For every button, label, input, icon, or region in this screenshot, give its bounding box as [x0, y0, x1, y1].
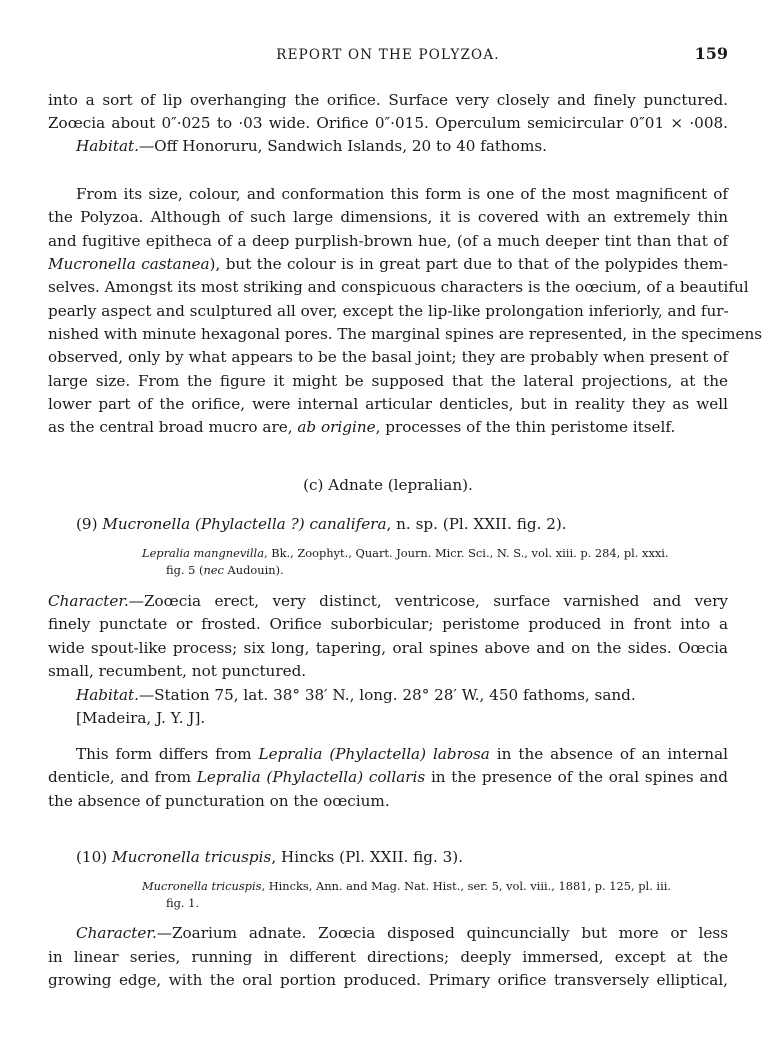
running-title: REPORT ON THE POLYZOA. [276, 47, 500, 63]
section-heading: (c) Adnate (lepralian). [303, 476, 473, 494]
synonymy-line: fig. 5 (nec Audouin). [166, 563, 284, 577]
synonymy-line: Mucronella tricuspis, Hincks, Ann. and Mag. Nat. Hist., ser. 5, vol. viii., 1881, p. 125, pl. iii. [142, 879, 671, 893]
character-line: wide spout-like process; six long, tapering, oral spines above and on the sides. Oœcia [48, 639, 728, 657]
species-heading: (9) Mucronella (Phylactella ?) canalifera, n. sp. (Pl. XXII. fig. 2). [76, 515, 567, 533]
subgenus-name: (Phylactella ?) canalifera [194, 515, 387, 533]
genus-name: Mucronella [102, 515, 191, 533]
paragraph-line: the Polyzoa. Although of such large dimensions, it is covered with an extremely thin [48, 208, 728, 226]
paragraph-line: lower part of the orifice, were internal articular denticles, but in reality they as well [48, 395, 728, 413]
latin-phrase: ab origine [297, 418, 376, 436]
character-line: growing edge, with the oral portion produced. Primary orifice transversely elliptical, [48, 971, 728, 989]
paragraph-line: pearly aspect and sculptured all over, except the lip-like prolongation inferiorly, and fur- [48, 302, 729, 320]
synonymy-line: fig. 1. [166, 896, 199, 910]
habitat-line [76, 135, 728, 157]
page-number: 159 [694, 44, 728, 63]
page-header [48, 44, 728, 68]
character-line: Character.—Zoœcia erect, very distinct, ventricose, surface varnished and very [48, 592, 728, 610]
paragraph-line: Mucronella castanea), but the colour is in great part due to that of the polypides them- [48, 255, 728, 273]
habitat-label: Habitat. [76, 686, 139, 704]
paragraph-line: From its size, colour, and conformation this form is one of the most magnificent of [76, 185, 728, 203]
character-line: Character.—Zoarium adnate. Zoœcia disposed quincuncially but more or less [76, 924, 728, 942]
species-name: Mucronella castanea [48, 255, 210, 273]
paragraph-line: selves. Amongst its most striking and conspicuous characters is the oœcium, of a beautiful [48, 278, 749, 296]
synonymy-line: Lepralia mangnevilla, Bk., Zoophyt., Quart. Journ. Micr. Sci., N. S., vol. xiii. p. 284, pl. xxxi. [142, 546, 669, 560]
paragraph-line: the absence of puncturation on the oœcium. [48, 792, 390, 810]
text-line: Zoœcia about 0″·025 to ·03 wide. Orifice 0″·015. Operculum semicircular 0″01 × ·008. [48, 114, 728, 132]
paragraph-line: This form differs from Lepralia (Phylactella) labrosa in the absence of an internal [76, 745, 729, 763]
text-line: into a sort of lip overhanging the orifice. Surface very closely and finely punctured. [48, 91, 728, 109]
paragraph-line: large size. From the figure it might be supposed that the lateral projections, at the [48, 372, 728, 390]
synonym-name: Lepralia mangnevilla [142, 546, 264, 560]
paragraph-line: and fugitive epitheca of a deep purplish-brown hue, (of a much deeper tint than that of [48, 232, 728, 250]
species-heading: (10) Mucronella tricuspis, Hincks (Pl. XXII. fig. 3). [76, 848, 464, 866]
character-line: finely punctate or frosted. Orifice suborbicular; peristome produced in front into a [48, 615, 728, 633]
paragraph-line: denticle, and from Lepralia (Phylactella) collaris in the presence of the oral spines and [48, 768, 729, 786]
character-line: in linear series, running in different directions; deeply immersed, except at the [48, 948, 728, 966]
character-line: small, recumbent, not punctured. [48, 662, 307, 680]
habitat-label: Habitat. [76, 137, 139, 155]
paragraph-line: as the central broad mucro are, ab origine, processes of the thin peristome itself. [48, 418, 676, 436]
species-name: Mucronella tricuspis [112, 848, 272, 866]
paragraph-line: nished with minute hexagonal pores. The marginal spines are represented, in the specimens [48, 325, 763, 343]
character-label: Character. [48, 592, 129, 610]
collector-note: [Madeira, J. Y. J]. [76, 709, 206, 727]
habitat-text: —Off Honoruru, Sandwich Islands, 20 to 40 fathoms. [138, 137, 547, 155]
character-label: Character. [76, 924, 157, 942]
habitat-line: Habitat.—Station 75, lat. 38° 38′ N., long. 28° 28′ W., 450 fathoms, sand. [76, 686, 636, 704]
paragraph-line: observed, only by what appears to be the basal joint; they are probably when present of [48, 348, 728, 366]
